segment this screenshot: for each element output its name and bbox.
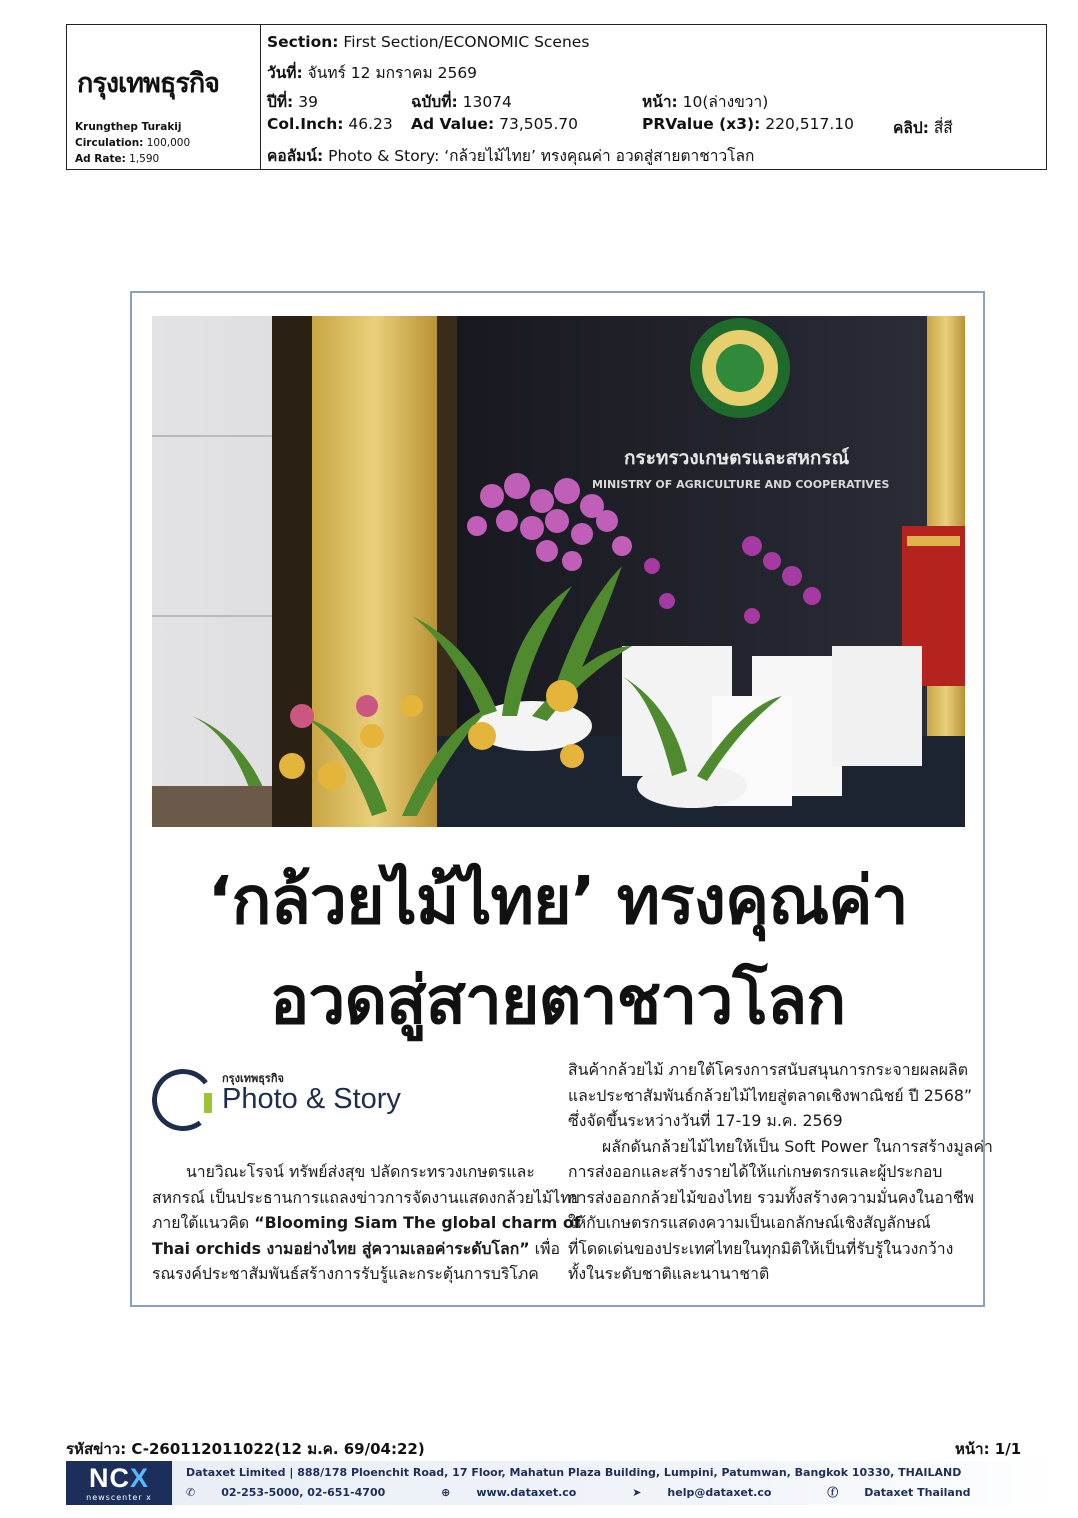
- ad-rate: Ad Rate: 1,590: [75, 153, 160, 165]
- email[interactable]: ➤ help@dataxet.co: [632, 1486, 772, 1499]
- clip-details: [261, 25, 1046, 169]
- text-line: และประชาสัมพันธ์กล้วยไม้ไทยสู่ตลาดเชิงพาณิชย์ ปี 2568”: [568, 1085, 973, 1105]
- publication-logo: กรุงเทพธุรกิจ: [77, 68, 220, 99]
- advalue-field: Ad Value: 73,505.70: [411, 115, 578, 133]
- headline-line-2: อวดสู่สายตาชาวโลก: [269, 962, 846, 1039]
- page-field: หน้า: 10(ล่างขวา): [642, 93, 769, 111]
- photo-story-title: Photo & Story: [222, 1083, 401, 1115]
- website[interactable]: ⊕ www.dataxet.co: [441, 1486, 577, 1499]
- year-field: ปีที่: 39: [267, 93, 318, 111]
- column-row: คอลัมน์: Photo & Story: ‘กล้วยไม้ไทย’ ทรงคุณค่า อวดสู่สายตาชาวโลก: [267, 147, 755, 165]
- text-line: ผลักดันกล้วยไม้ไทยให้เป็น Soft Power ในการสร้างมูลค่า: [602, 1136, 993, 1156]
- text-line: การส่งออกกล้วยไม้ของไทย รวมทั้งสร้างความมั่นคงในอาชีพ: [568, 1187, 974, 1207]
- text-line: Thai orchids งามอย่างไทย สู่ความเลอค่าระดับโลก” เพื่อ: [152, 1238, 560, 1258]
- facebook[interactable]: ⓕ Dataxet Thailand: [827, 1486, 971, 1499]
- date-row: วันที่: จันทร์ 12 มกราคม 2569: [267, 64, 478, 82]
- clip-header: [66, 24, 1047, 170]
- send-icon: ➤: [632, 1486, 642, 1499]
- publication-block: [67, 25, 261, 169]
- text-line: ซึ่งจัดขึ้นระหว่างวันที่ 17-19 ม.ค. 2569: [568, 1111, 843, 1130]
- issue-field: ฉบับที่: 13074: [411, 93, 512, 111]
- orchid-exhibition-photo: [152, 316, 965, 827]
- colinch-field: Col.Inch: 46.23: [267, 115, 393, 133]
- photo-story-logo: [152, 1063, 452, 1133]
- phone-icon: ✆: [186, 1486, 196, 1499]
- accent-bar-icon: [204, 1093, 212, 1113]
- photo-story-publisher: กรุงเทพธุรกิจ: [222, 1072, 284, 1085]
- news-code: รหัสข่าว: C-260112011022(12 ม.ค. 69/04:22): [66, 1440, 425, 1458]
- text-line: สหกรณ์ เป็นประธานการแถลงข่าวการจัดงานแสดงกล้วยไม้ไทย: [152, 1187, 580, 1207]
- text-line: ทั้งในระดับชาติและนานาชาติ: [568, 1264, 770, 1283]
- circulation: Circulation: 100,000: [75, 137, 191, 149]
- article-column-left: [152, 1159, 581, 1287]
- photo-illustration: [152, 316, 965, 827]
- headline-line-1: ‘กล้วยไม้ไทย’ ทรงคุณค่า: [207, 862, 908, 939]
- sign-thai: กระทรวงเกษตรและสหกรณ์: [624, 447, 850, 469]
- text-line: รณรงค์ประชาสัมพันธ์สร้างการรับรู้และกระตุ้นการบริโภค: [152, 1264, 539, 1283]
- address: 888/178 Ploenchit Road, 17 Floor, Mahatun Plaza Building, Lumpini, Patumwan, Bangkok 10330, THAILAND: [297, 1466, 962, 1479]
- publication-meta: [75, 119, 190, 167]
- article-column-right: [568, 1057, 993, 1287]
- text-line: ที่โดดเด่นของประเทศไทยในทุกมิติให้เป็นที่รับรู้ในวงกว้าง: [568, 1238, 954, 1258]
- text-line: สินค้ากล้วยไม้ ภายใต้โครงการสนับสนุนการกระจายผลผลิต: [568, 1060, 968, 1079]
- company-name: Dataxet Limited: [186, 1466, 286, 1479]
- sign-english: MINISTRY OF AGRICULTURE AND COOPERATIVES: [592, 478, 890, 491]
- page-number: หน้า: 1/1: [955, 1440, 1022, 1458]
- company-address: Dataxet Limited | 888/178 Ploenchit Road, 17 Floor, Mahatun Plaza Building, Lumpini, Patumwan, Bangkok 10330, THAILAND: [186, 1466, 962, 1479]
- globe-icon: ⊕: [441, 1486, 451, 1499]
- facebook-icon: ⓕ: [827, 1486, 839, 1499]
- article-clip: [130, 291, 993, 1307]
- phone: ✆ 02-253-5000, 02-651-4700: [186, 1486, 386, 1499]
- ncx-logo: NCX newscenter x: [66, 1461, 172, 1505]
- clip-color-field: คลิป: สี่สี: [893, 119, 953, 137]
- contact-line: [186, 1484, 1023, 1500]
- section-row: Section: First Section/ECONOMIC Scenes: [267, 33, 590, 51]
- text-line: ภายใต้แนวคิด “Blooming Siam The global charm of: [152, 1213, 581, 1232]
- publication-name: Krungthep Turakij: [75, 121, 182, 133]
- prvalue-field: PRValue (x3): 220,517.10: [642, 115, 854, 133]
- text-line: นายวิณะโรจน์ ทรัพย์ส่งสุข ปลัดกระทรวงเกษตรและ: [186, 1162, 535, 1181]
- text-line: ให้กับเกษตรกรแสดงความเป็นเอกลักษณ์เชิงสัญลักษณ์: [568, 1213, 931, 1232]
- text-line: การส่งออกและสร้างรายได้ให้แก่เกษตรกรและผู้ประกอบ: [568, 1162, 943, 1181]
